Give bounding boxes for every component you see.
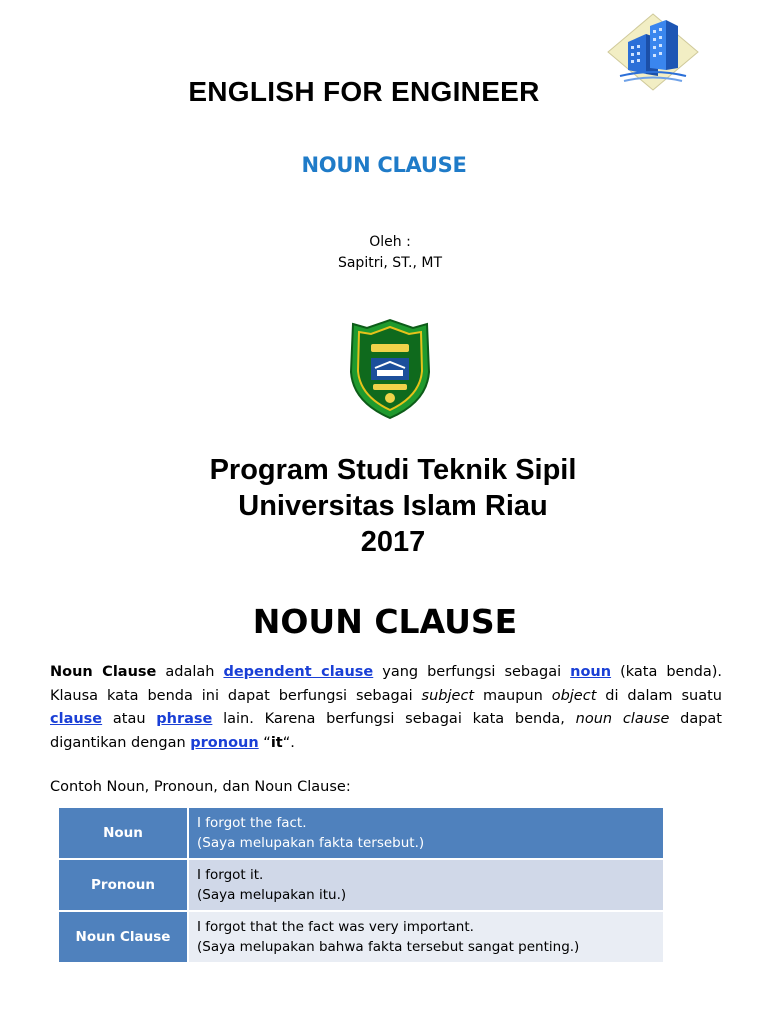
text-segment: lain. Karena berfungsi sebagai kata benda, <box>212 711 576 727</box>
example-sentence: I forgot the fact. <box>197 815 307 831</box>
text-segment: dapat digantikan dengan <box>50 711 722 751</box>
definition-paragraph <box>50 661 722 755</box>
text-segment: “. <box>282 734 295 751</box>
example-sentence: I forgot it. <box>197 867 264 883</box>
section-heading: NOUN CLAUSE <box>252 602 518 641</box>
it-term: it <box>270 734 283 751</box>
table-row <box>58 911 664 963</box>
text-segment: yang berfungsi sebagai <box>373 664 571 680</box>
text-segment: di dalam suatu <box>596 687 722 704</box>
example-translation: (Saya melupakan bahwa fakta tersebut sangat penting.) <box>197 939 580 955</box>
author-name: Sapitri, ST., MT <box>337 255 443 271</box>
link-noun[interactable]: noun <box>570 664 612 680</box>
text-segment: maupun <box>474 687 552 704</box>
document-subtitle: NOUN CLAUSE <box>301 153 467 177</box>
text-segment: “ <box>258 734 271 751</box>
text-segment: (kata benda). Klausa kata benda ini dapat berfungsi sebagai <box>50 664 722 704</box>
institution-block <box>0 452 768 560</box>
noun-clause-term: noun clause <box>575 711 670 727</box>
table-row <box>58 807 664 859</box>
document-title: ENGLISH FOR ENGINEER <box>188 76 540 107</box>
author-block <box>0 232 768 274</box>
example-translation: (Saya melupakan fakta tersebut.) <box>197 835 425 851</box>
row-example <box>188 807 664 859</box>
examples-table <box>57 806 665 964</box>
examples-label: Contoh Noun, Pronoun, dan Noun Clause: <box>50 779 351 795</box>
row-label: Noun <box>58 807 188 859</box>
row-example <box>188 911 664 963</box>
example-translation: (Saya melupakan itu.) <box>197 887 347 903</box>
university-crest-icon <box>347 316 433 420</box>
program-name: Program Studi Teknik Sipil <box>209 454 577 486</box>
author-by-label: Oleh : <box>369 234 411 250</box>
table-row <box>58 859 664 911</box>
object-term: object <box>551 687 597 704</box>
example-sentence: I forgot that the fact was very important. <box>197 919 474 935</box>
publication-year: 2017 <box>360 526 426 558</box>
link-phrase[interactable]: phrase <box>156 711 213 727</box>
text-segment: adalah <box>156 664 224 680</box>
row-label: Noun Clause <box>58 911 188 963</box>
text-segment: atau <box>102 711 157 727</box>
link-dependent-clause[interactable]: dependent clause <box>223 664 374 680</box>
row-label: Pronoun <box>58 859 188 911</box>
link-clause[interactable]: clause <box>50 711 103 727</box>
subject-term: subject <box>421 687 475 704</box>
link-pronoun[interactable]: pronoun <box>190 734 259 751</box>
university-name: Universitas Islam Riau <box>238 490 548 522</box>
row-example <box>188 859 664 911</box>
definition-term: Noun Clause <box>50 664 157 680</box>
